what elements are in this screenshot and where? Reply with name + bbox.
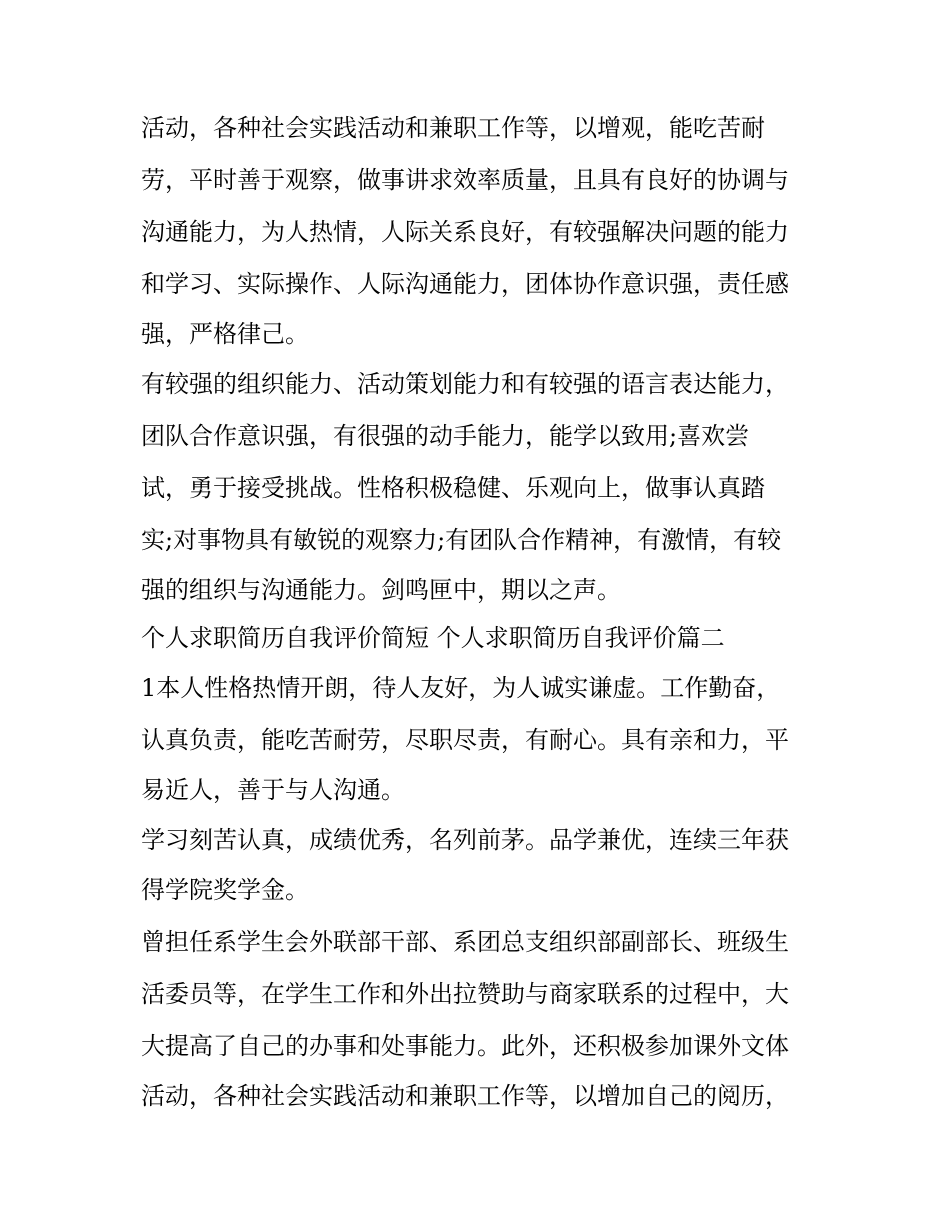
text-line: 认真负责，能吃苦耐劳，尽职尽责，有耐心。具有亲和力，平	[141, 726, 789, 754]
text-line: 团队合作意识强，有很强的动手能力，能学以致用;喜欢尝	[141, 422, 750, 450]
text-line: 曾担任系学生会外联部干部、系团总支组织部副部长、班级生	[141, 928, 789, 956]
text-line: 活动，各种社会实践活动和兼职工作等，以增观，能吃苦耐	[141, 114, 765, 142]
text-line: 大提高了自己的办事和处事能力。此外，还积极参加课外文体	[141, 1032, 789, 1060]
text-line: 试，勇于接受挑战。性格积极稳健、乐观向上，做事认真踏	[141, 474, 765, 502]
text-line: 劳，平时善于观察，做事讲求效率质量，且具有良好的协调与	[141, 166, 789, 194]
text-line: 易近人，善于与人沟通。	[141, 776, 405, 804]
section-heading: 个人求职简历自我评价简短 个人求职简历自我评价篇二	[141, 624, 725, 652]
text-line: 强的组织与沟通能力。剑鸣匣中，期以之声。	[141, 576, 621, 604]
text-line: 活动，各种社会实践活动和兼职工作等，以增加自己的阅历，	[141, 1082, 789, 1110]
text-line: 活委员等，在学生工作和外出拉赞助与商家联系的过程中，大	[141, 980, 789, 1008]
text-line: 得学院奖学金。	[141, 876, 309, 904]
text-line: 强，严格律己。	[141, 320, 309, 348]
text-line: 实;对事物具有敏锐的观察力;有团队合作精神，有激情，有较	[141, 526, 782, 554]
text-line: 有较强的组织能力、活动策划能力和有较强的语言表达能力，	[141, 370, 789, 398]
text-line: 沟通能力，为人热情，人际关系良好，有较强解决问题的能力	[141, 218, 789, 246]
text-line: 和学习、实际操作、人际沟通能力，团体协作意识强，责任感	[141, 270, 789, 298]
text-line: 学习刻苦认真，成绩优秀，名列前茅。品学兼优，连续三年获	[141, 826, 789, 854]
text-line: 1本人性格热情开朗，待人友好，为人诚实谦虚。工作勤奋，	[141, 674, 781, 702]
